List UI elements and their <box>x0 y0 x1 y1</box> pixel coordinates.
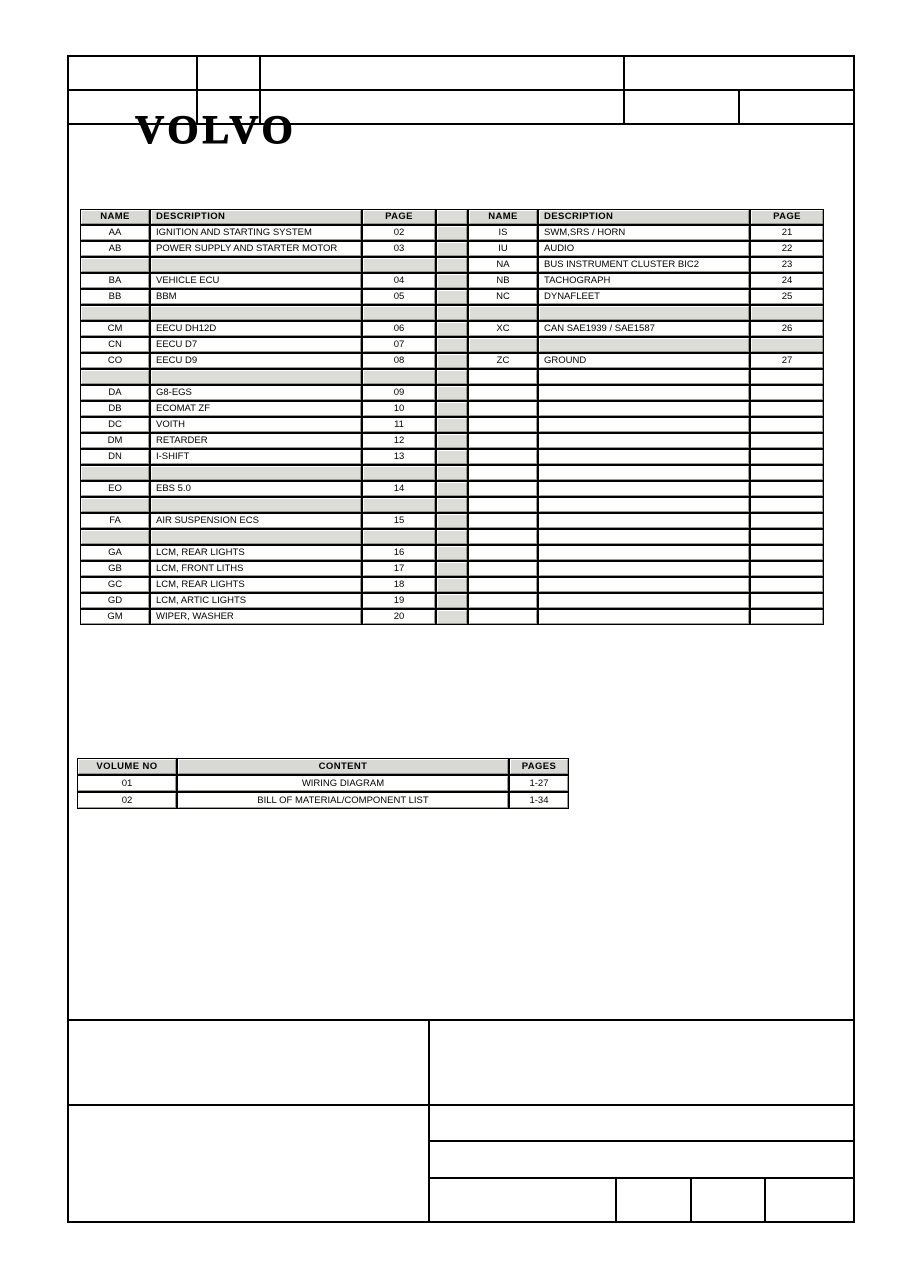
volume-cell-content[interactable]: WIRING DIAGRAM <box>178 776 508 791</box>
index-cell-name <box>469 514 537 528</box>
index-spacer-cell <box>437 530 467 544</box>
index-spacer-cell <box>437 242 467 256</box>
index-cell-description <box>151 258 361 272</box>
index-cell-description[interactable]: VOITH <box>151 418 361 432</box>
index-cell-page <box>751 546 823 560</box>
volume-table-container <box>76 757 570 810</box>
index-cell-page[interactable]: 05 <box>363 290 435 304</box>
index-spacer-column <box>437 210 467 224</box>
index-cell-description <box>539 578 749 592</box>
titleblock-cell-notes-left[interactable] <box>69 1021 428 1104</box>
index-header-description-right: DESCRIPTION <box>539 210 749 224</box>
index-table-row <box>81 306 823 320</box>
index-cell-page <box>751 514 823 528</box>
index-cell-page[interactable]: 17 <box>363 562 435 576</box>
index-cell-page <box>751 562 823 576</box>
index-header-description-left: DESCRIPTION <box>151 210 361 224</box>
index-table-row <box>81 578 823 592</box>
index-cell-name[interactable]: DA <box>81 386 149 400</box>
index-cell-name[interactable]: CM <box>81 322 149 336</box>
index-cell-description[interactable]: DYNAFLEET <box>539 290 749 304</box>
index-cell-description[interactable]: EECU D7 <box>151 338 361 352</box>
index-table-row <box>81 514 823 528</box>
index-cell-page[interactable]: 24 <box>751 274 823 288</box>
index-cell-name <box>469 450 537 464</box>
index-spacer-cell <box>437 306 467 320</box>
index-table-row <box>81 290 823 304</box>
index-cell-description <box>151 306 361 320</box>
index-cell-name[interactable]: DM <box>81 434 149 448</box>
volume-cell-pages[interactable]: 1-27 <box>510 776 568 791</box>
index-cell-name[interactable]: CN <box>81 338 149 352</box>
index-cell-name <box>469 498 537 512</box>
index-table-row <box>81 386 823 400</box>
index-cell-name <box>469 530 537 544</box>
index-cell-description[interactable]: EBS 5.0 <box>151 482 361 496</box>
header-cell-r2c5[interactable] <box>740 91 853 123</box>
header-cell-r2c4[interactable] <box>625 91 738 123</box>
header-cell-r1c4[interactable] <box>625 57 853 89</box>
index-cell-page <box>363 258 435 272</box>
index-cell-name <box>469 482 537 496</box>
index-cell-page <box>751 578 823 592</box>
index-cell-name <box>469 434 537 448</box>
index-cell-name <box>469 306 537 320</box>
index-cell-description[interactable]: POWER SUPPLY AND STARTER MOTOR <box>151 242 361 256</box>
index-cell-page <box>363 306 435 320</box>
index-cell-page[interactable]: 18 <box>363 578 435 592</box>
index-spacer-cell <box>437 434 467 448</box>
index-cell-page[interactable]: 11 <box>363 418 435 432</box>
index-cell-name[interactable]: AA <box>81 226 149 240</box>
index-cell-page[interactable]: 09 <box>363 386 435 400</box>
index-spacer-cell <box>437 370 467 384</box>
index-cell-description <box>539 482 749 496</box>
index-cell-name[interactable]: EO <box>81 482 149 496</box>
index-spacer-cell <box>437 386 467 400</box>
index-cell-page <box>751 594 823 608</box>
index-spacer-cell <box>437 562 467 576</box>
index-cell-page <box>751 498 823 512</box>
index-cell-description[interactable]: BUS INSTRUMENT CLUSTER BIC2 <box>539 258 749 272</box>
index-cell-name <box>469 418 537 432</box>
index-spacer-cell <box>437 354 467 368</box>
index-cell-description[interactable]: EECU D9 <box>151 354 361 368</box>
index-cell-description[interactable]: LCM, ARTIC LIGHTS <box>151 594 361 608</box>
index-cell-page[interactable]: 07 <box>363 338 435 352</box>
index-cell-description <box>539 402 749 416</box>
index-cell-description[interactable]: AIR SUSPENSION ECS <box>151 514 361 528</box>
index-cell-name <box>469 610 537 624</box>
index-spacer-cell <box>437 466 467 480</box>
index-cell-page[interactable]: 13 <box>363 450 435 464</box>
index-cell-name[interactable]: IU <box>469 242 537 256</box>
index-table-row <box>81 450 823 464</box>
index-header-row <box>81 210 823 224</box>
index-cell-page[interactable]: 23 <box>751 258 823 272</box>
index-cell-name[interactable]: NA <box>469 258 537 272</box>
index-cell-description <box>539 594 749 608</box>
index-header-name-right: NAME <box>469 210 537 224</box>
index-cell-page[interactable]: 27 <box>751 354 823 368</box>
index-cell-name[interactable]: AB <box>81 242 149 256</box>
index-cell-description[interactable]: EECU DH12D <box>151 322 361 336</box>
index-table-row <box>81 242 823 256</box>
volume-header-row <box>78 759 568 774</box>
index-table-row <box>81 466 823 480</box>
index-table-row <box>81 610 823 624</box>
header-cell-r1c1[interactable] <box>69 57 196 89</box>
index-cell-name <box>469 594 537 608</box>
index-spacer-cell <box>437 610 467 624</box>
index-cell-page[interactable]: 02 <box>363 226 435 240</box>
index-cell-page[interactable]: 16 <box>363 546 435 560</box>
index-cell-description <box>539 434 749 448</box>
index-table-row <box>81 274 823 288</box>
index-cell-name <box>81 370 149 384</box>
index-spacer-cell <box>437 274 467 288</box>
header-cell-r1c3[interactable] <box>261 57 623 89</box>
index-cell-description[interactable]: LCM, REAR LIGHTS <box>151 578 361 592</box>
wiring-diagram-index-table <box>79 208 825 626</box>
index-spacer-cell <box>437 226 467 240</box>
index-cell-description <box>151 466 361 480</box>
index-cell-name <box>469 386 537 400</box>
index-cell-page[interactable]: 10 <box>363 402 435 416</box>
index-cell-description <box>539 386 749 400</box>
index-table-row <box>81 530 823 544</box>
index-cell-page[interactable]: 26 <box>751 322 823 336</box>
index-cell-page[interactable]: 06 <box>363 322 435 336</box>
index-cell-description <box>539 530 749 544</box>
header-cell-r1c2[interactable] <box>198 57 259 89</box>
index-cell-name[interactable]: GC <box>81 578 149 592</box>
index-table-container <box>79 208 835 626</box>
index-cell-page <box>751 610 823 624</box>
index-spacer-cell <box>437 514 467 528</box>
index-cell-page <box>751 402 823 416</box>
index-cell-page <box>751 306 823 320</box>
index-cell-description[interactable]: CAN SAE1939 / SAE1587 <box>539 322 749 336</box>
index-table-row <box>81 370 823 384</box>
index-cell-page[interactable]: 19 <box>363 594 435 608</box>
index-cell-name[interactable]: NB <box>469 274 537 288</box>
volume-table-row <box>78 776 568 791</box>
index-cell-page <box>751 450 823 464</box>
index-table-row <box>81 434 823 448</box>
index-cell-page[interactable]: 25 <box>751 290 823 304</box>
index-cell-description[interactable]: BBM <box>151 290 361 304</box>
index-cell-page[interactable]: 20 <box>363 610 435 624</box>
index-table-row <box>81 226 823 240</box>
index-table-row <box>81 562 823 576</box>
titleblock-cell-scale[interactable] <box>766 1179 853 1221</box>
index-cell-page <box>363 498 435 512</box>
index-cell-description <box>539 338 749 352</box>
index-spacer-cell <box>437 258 467 272</box>
titleblock-cell-logo <box>69 1106 428 1221</box>
volvo-logo: VOLVO <box>135 107 297 152</box>
index-cell-name[interactable]: NC <box>469 290 537 304</box>
index-cell-name[interactable]: ZC <box>469 354 537 368</box>
volume-header-content: CONTENT <box>178 759 508 774</box>
index-cell-page <box>751 370 823 384</box>
index-cell-description[interactable]: SWM,SRS / HORN <box>539 226 749 240</box>
index-cell-name <box>469 466 537 480</box>
index-table-row <box>81 338 823 352</box>
index-cell-name <box>469 578 537 592</box>
index-cell-name <box>469 338 537 352</box>
index-cell-page <box>751 386 823 400</box>
index-cell-description[interactable]: G8-EGS <box>151 386 361 400</box>
index-spacer-cell <box>437 402 467 416</box>
index-cell-description[interactable]: TACHOGRAPH <box>539 274 749 288</box>
titleblock-cell-drawing-subtitle[interactable] <box>430 1142 853 1177</box>
index-cell-name[interactable]: DN <box>81 450 149 464</box>
index-cell-description <box>539 498 749 512</box>
index-cell-page <box>751 482 823 496</box>
titleblock-cell-rev[interactable] <box>617 1179 690 1221</box>
volume-header-pages: PAGES <box>510 759 568 774</box>
index-spacer-cell <box>437 594 467 608</box>
index-spacer-cell <box>437 546 467 560</box>
index-cell-description[interactable]: WIPER, WASHER <box>151 610 361 624</box>
index-cell-name[interactable]: GD <box>81 594 149 608</box>
index-cell-name[interactable]: GB <box>81 562 149 576</box>
index-spacer-cell <box>437 450 467 464</box>
index-cell-name <box>81 498 149 512</box>
index-cell-description <box>539 562 749 576</box>
index-cell-page <box>751 418 823 432</box>
index-cell-description[interactable]: GROUND <box>539 354 749 368</box>
index-spacer-cell <box>437 482 467 496</box>
index-cell-name <box>469 562 537 576</box>
index-table-row <box>81 322 823 336</box>
index-cell-page <box>363 466 435 480</box>
index-spacer-cell <box>437 322 467 336</box>
index-cell-page <box>751 338 823 352</box>
index-cell-name[interactable]: CO <box>81 354 149 368</box>
volume-header-volume-no: VOLUME NO <box>78 759 176 774</box>
frame-border-right <box>853 55 855 1223</box>
index-table-row <box>81 498 823 512</box>
volume-table-row <box>78 793 568 808</box>
index-spacer-cell <box>437 290 467 304</box>
index-cell-name <box>81 258 149 272</box>
index-cell-page[interactable]: 22 <box>751 242 823 256</box>
index-cell-description[interactable]: IGNITION AND STARTING SYSTEM <box>151 226 361 240</box>
index-cell-page[interactable]: 21 <box>751 226 823 240</box>
index-cell-name[interactable]: GM <box>81 610 149 624</box>
titleblock-cell-drawing-title[interactable] <box>430 1106 853 1140</box>
index-cell-description <box>539 546 749 560</box>
frame-border-bottom <box>67 1221 855 1223</box>
index-cell-name[interactable]: FA <box>81 514 149 528</box>
index-cell-page[interactable]: 14 <box>363 482 435 496</box>
index-cell-description <box>539 450 749 464</box>
index-table-row <box>81 482 823 496</box>
index-cell-page <box>751 466 823 480</box>
index-cell-page[interactable]: 12 <box>363 434 435 448</box>
index-cell-name[interactable]: DC <box>81 418 149 432</box>
index-spacer-cell <box>437 418 467 432</box>
index-header-page-left: PAGE <box>363 210 435 224</box>
index-spacer-cell <box>437 498 467 512</box>
index-cell-description <box>151 498 361 512</box>
index-cell-name <box>469 546 537 560</box>
index-cell-name[interactable]: XC <box>469 322 537 336</box>
index-cell-name[interactable]: BA <box>81 274 149 288</box>
index-cell-page <box>751 530 823 544</box>
index-table-row <box>81 258 823 272</box>
index-cell-description <box>539 514 749 528</box>
index-cell-description[interactable]: AUDIO <box>539 242 749 256</box>
index-cell-name[interactable]: DB <box>81 402 149 416</box>
index-header-name-left: NAME <box>81 210 149 224</box>
index-cell-name <box>81 466 149 480</box>
index-cell-name <box>81 530 149 544</box>
index-cell-description[interactable]: ECOMAT ZF <box>151 402 361 416</box>
index-cell-page[interactable]: 04 <box>363 274 435 288</box>
index-cell-description <box>151 530 361 544</box>
index-table-row <box>81 594 823 608</box>
index-cell-page <box>363 370 435 384</box>
index-cell-name <box>81 306 149 320</box>
index-cell-description <box>539 466 749 480</box>
index-table-row <box>81 546 823 560</box>
index-cell-page[interactable]: 03 <box>363 242 435 256</box>
volume-cell-volume-no[interactable]: 01 <box>78 776 176 791</box>
index-cell-description <box>151 370 361 384</box>
titleblock-cell-sheet[interactable] <box>692 1179 764 1221</box>
index-cell-description <box>539 610 749 624</box>
index-spacer-cell <box>437 338 467 352</box>
index-cell-description <box>539 306 749 320</box>
index-spacer-cell <box>437 578 467 592</box>
index-cell-description[interactable]: LCM, REAR LIGHTS <box>151 546 361 560</box>
index-cell-description[interactable]: LCM, FRONT LITHS <box>151 562 361 576</box>
index-cell-name <box>469 370 537 384</box>
titleblock-cell-drawing-no[interactable] <box>430 1179 615 1221</box>
index-table-row <box>81 418 823 432</box>
volume-cell-volume-no[interactable]: 02 <box>78 793 176 808</box>
index-header-page-right: PAGE <box>751 210 823 224</box>
index-table-row <box>81 402 823 416</box>
index-cell-description[interactable]: VEHICLE ECU <box>151 274 361 288</box>
index-cell-page <box>363 530 435 544</box>
volume-content-table <box>76 757 570 810</box>
index-cell-name <box>469 402 537 416</box>
index-cell-name[interactable]: IS <box>469 226 537 240</box>
titleblock-cell-notes-right[interactable] <box>430 1021 853 1104</box>
volume-cell-pages[interactable]: 1-34 <box>510 793 568 808</box>
index-cell-name[interactable]: BB <box>81 290 149 304</box>
index-cell-description <box>539 370 749 384</box>
index-cell-page <box>751 434 823 448</box>
index-cell-description <box>539 418 749 432</box>
volume-cell-content[interactable]: BILL OF MATERIAL/COMPONENT LIST <box>178 793 508 808</box>
index-cell-page[interactable]: 08 <box>363 354 435 368</box>
index-cell-name[interactable]: GA <box>81 546 149 560</box>
index-cell-page[interactable]: 15 <box>363 514 435 528</box>
index-cell-description[interactable]: I-SHIFT <box>151 450 361 464</box>
index-cell-description[interactable]: RETARDER <box>151 434 361 448</box>
index-table-row <box>81 354 823 368</box>
